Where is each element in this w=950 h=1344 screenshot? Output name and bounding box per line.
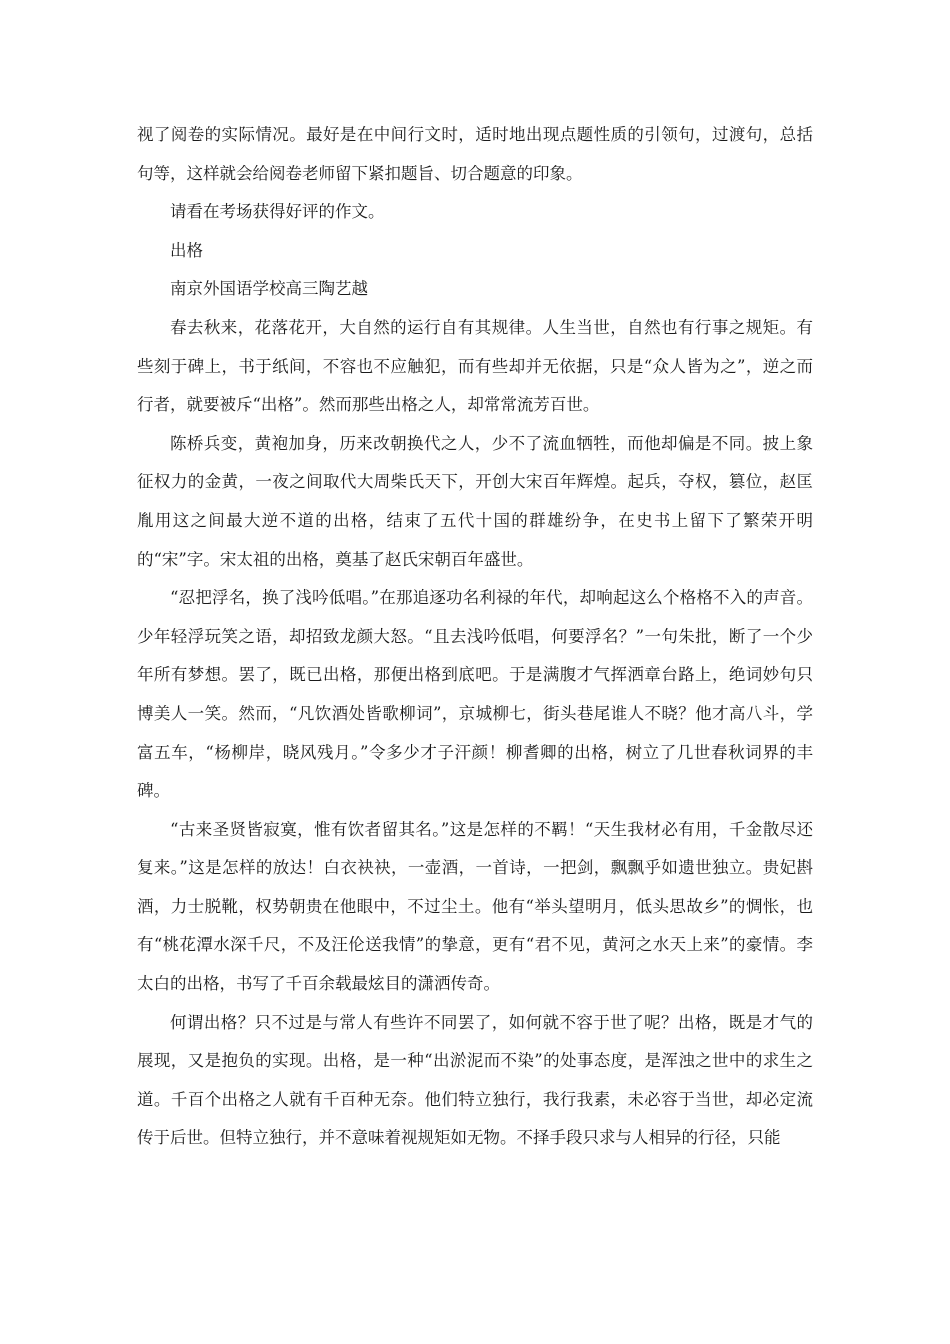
essay-paragraph: 陈桥兵变，黄袍加身，历来改朝换代之人，少不了流血牺牲，而他却偏是不同。披上象征权力的金黄，一夜之间取代大周柴氏天下，开创大宋百年辉煌。起兵，夺权，篡位，赵匡胤用这之间最大逆不道的出格，结束了五代十国的群雄纷争，在史书上留下了繁荣开明的“宋”字。宋太祖的出格，奠基了赵氏宋朝百年盛世。	[137, 433, 813, 569]
essay-paragraph: “忍把浮名，换了浅吟低唱。”在那追逐功名利禄的年代，却响起这么个格格不入的声音。少年轻浮玩笑之语，却招致龙颜大怒。“且去浅吟低唱，何要浮名？”一句朱批，断了一个少年所有梦想。罢了，既已出格，那便出格到底吧。于是满腹才气挥洒章台路上，绝词妙句只博美人一笑。然而，“凡饮酒处皆歌柳词”，京城柳七，街头巷尾谁人不晓？他才高八斗，学富五车，“杨柳岸，晓风残月。”令多少才子汗颜！柳耆卿的出格，树立了几世春秋词界的丰碑。	[137, 588, 813, 801]
paragraph-intro: 请看在考场获得好评的作文。	[170, 202, 385, 222]
essay-title: 出格	[170, 240, 203, 260]
document-body	[137, 116, 813, 1158]
essay-paragraph: 何谓出格？只不过是与常人有些许不同罢了，如何就不容于世了呢？出格，既是才气的展现，又是抱负的实现。出格，是一种“出淤泥而不染”的处事态度，是浑浊之世中的求生之道。千百个出格之人就有千百种无奈。他们特立独行，我行我素，未必容于当世，却必定流传于后世。但特立独行，并不意味着视规矩如无物。不择手段只求与人相异的行径，只能	[137, 1012, 813, 1148]
essay-paragraph: “古来圣贤皆寂寞，惟有饮者留其名。”这是怎样的不羁！“天生我材必有用，千金散尽还复来。”这是怎样的放达！白衣袂袂，一壶酒，一首诗，一把剑，飘飘乎如遗世独立。贵妃斟酒，力士脱靴，权势朝贵在他眼中，不过尘土。他有“举头望明月，低头思故乡”的惆怅，也有“桃花潭水深千尺，不及汪伦送我情”的挚意，更有“君不见，黄河之水天上来”的豪情。李太白的出格，书写了千百余载最炫目的潇洒传奇。	[137, 819, 813, 994]
paragraph-continuation: 视了阅卷的实际情况。最好是在中间行文时，适时地出现点题性质的引领句，过渡句，总括句等，这样就会给阅卷老师留下紧扣题旨、切合题意的印象。	[137, 125, 813, 183]
essay-author: 南京外国语学校高三陶艺越	[170, 279, 368, 299]
essay-paragraph: 春去秋来，花落花开，大自然的运行自有其规律。人生当世，自然也有行事之规矩。有些刻于碑上，书于纸间，不容也不应触犯，而有些却并无依据，只是“众人皆为之”，逆之而行者，就要被斥“出格”。然而那些出格之人，却常常流芳百世。	[137, 317, 813, 415]
